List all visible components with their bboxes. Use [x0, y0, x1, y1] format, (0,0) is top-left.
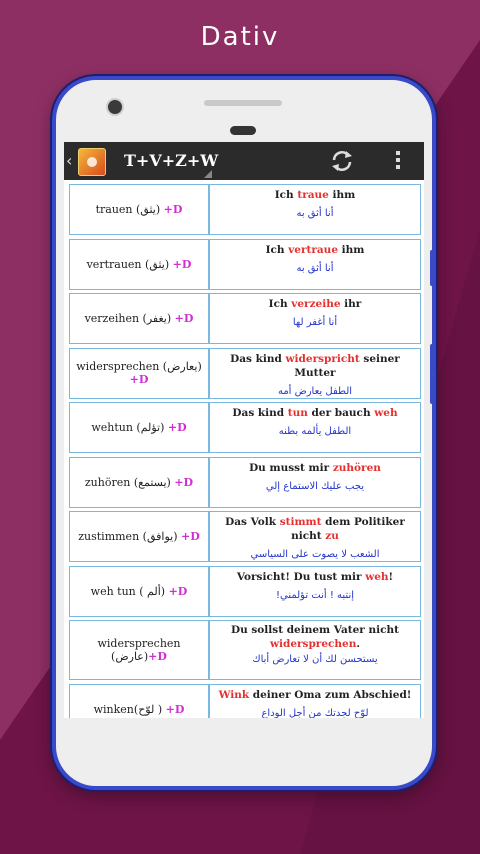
refresh-icon[interactable]: [330, 149, 354, 173]
table-row[interactable]: [69, 402, 421, 453]
example-cell: [209, 403, 421, 452]
table-row[interactable]: [69, 566, 421, 617]
example-cell: [209, 621, 421, 679]
phone-frame: [52, 76, 436, 790]
verb-label: zustimmen (يوافق): [78, 530, 178, 543]
verb-label: zuhören (يستمع): [84, 475, 171, 489]
dative-marker: +D: [148, 650, 167, 663]
verb-cell: [69, 621, 209, 679]
verb-label: vertrauen (يثق): [86, 257, 170, 271]
german-example: Du musst mir zuhören: [249, 461, 381, 474]
table-row[interactable]: [69, 293, 421, 344]
table-row[interactable]: [69, 184, 421, 235]
example-cell: [209, 185, 421, 234]
verb-label: winken(لوّح ): [93, 702, 163, 716]
table-row[interactable]: [69, 511, 421, 562]
dative-marker: +D: [174, 312, 194, 325]
promo-title: Dativ: [200, 22, 280, 52]
table-row[interactable]: [69, 684, 421, 719]
app-logo-icon: [78, 148, 106, 176]
example-cell: [209, 458, 421, 507]
app-screen: [64, 142, 424, 718]
verb-table: [69, 184, 421, 718]
dative-marker: +D: [165, 702, 185, 716]
verb-cell: [69, 240, 209, 289]
arabic-translation: لوّح لجدتك من أجل الوداع: [261, 707, 369, 718]
verb-label: wehtun (تؤلم): [91, 421, 165, 434]
dative-marker: +D: [129, 373, 149, 386]
example-cell: [209, 567, 421, 616]
arabic-translation: الشعب لا يصوت على السياسي: [250, 549, 380, 560]
verb-label: widersprechen (يعارض): [76, 360, 202, 373]
german-example: Ich verzeihe ihr: [268, 298, 362, 310]
verb-label: weh tun ( ألم): [90, 584, 166, 598]
german-example: Ich traue ihm: [274, 189, 356, 201]
phone-side-button: [430, 250, 434, 286]
table-row[interactable]: [69, 457, 421, 508]
arabic-translation: يجب عليك الاستماع إلي: [265, 480, 365, 492]
phone-volume-button: [430, 344, 434, 404]
dative-marker: +D: [180, 530, 200, 543]
german-example: Das kind tun der bauch weh: [232, 407, 398, 419]
german-example: Das Volk stimmt dem Politiker nicht zu: [225, 516, 405, 542]
verb-cell: [69, 512, 209, 561]
example-cell: [209, 294, 421, 343]
example-cell: [209, 349, 421, 398]
arabic-translation: يستحسن لك أن لا تعارض أباك: [252, 654, 378, 665]
german-example: Wink deiner Oma zum Abschied!: [218, 688, 412, 701]
dative-marker: +D: [172, 257, 192, 271]
arabic-translation: الطفل يألمه بطنه: [278, 426, 352, 437]
arabic-translation: أنا أثق به: [296, 262, 334, 274]
verb-label: verzeihen (يغفر): [84, 312, 172, 325]
german-example: Ich vertraue ihm: [265, 243, 365, 256]
app-title: T+V+Z+W: [124, 151, 219, 170]
table-row[interactable]: [69, 239, 421, 290]
german-example: Vorsicht! Du tust mir weh!: [236, 570, 394, 583]
verb-cell: [69, 567, 209, 616]
dative-marker: +D: [168, 584, 188, 598]
dative-marker: +D: [174, 475, 194, 489]
verb-cell: [69, 294, 209, 343]
phone-speaker: [230, 126, 256, 135]
overflow-menu-icon[interactable]: [395, 151, 401, 171]
example-cell: [209, 240, 421, 289]
table-row[interactable]: [69, 348, 421, 399]
verb-cell: [69, 403, 209, 452]
camera-icon: [106, 98, 124, 116]
app-bar: [64, 142, 424, 180]
german-example: Das kind widerspricht seiner Mutter: [230, 352, 400, 379]
arabic-translation: أنا أغفر لها: [292, 317, 338, 328]
example-cell: [209, 512, 421, 561]
arabic-translation: الطفل يعارض أمه: [277, 385, 353, 397]
verb-cell: [69, 458, 209, 507]
arabic-translation: إنتبه ! أنت تؤلمني!: [275, 589, 355, 601]
table-row[interactable]: [69, 620, 421, 680]
verb-cell: [69, 185, 209, 234]
verb-label: widersprechen (عارض): [97, 637, 181, 663]
arabic-translation: أنا أثق به: [296, 208, 334, 219]
verb-label: trauen (يثق): [95, 203, 161, 216]
phone-sensor-bar: [204, 100, 282, 106]
dative-marker: +D: [163, 203, 183, 216]
example-cell: [209, 685, 421, 719]
verb-cell: [69, 349, 209, 398]
chevron-left-icon[interactable]: ‹: [66, 151, 73, 170]
title-corner-mark: [204, 170, 212, 178]
german-example: Du sollst deinem Vater nicht widersprechen.: [231, 624, 399, 650]
verb-cell: [69, 685, 209, 719]
dative-marker: +D: [167, 421, 187, 434]
